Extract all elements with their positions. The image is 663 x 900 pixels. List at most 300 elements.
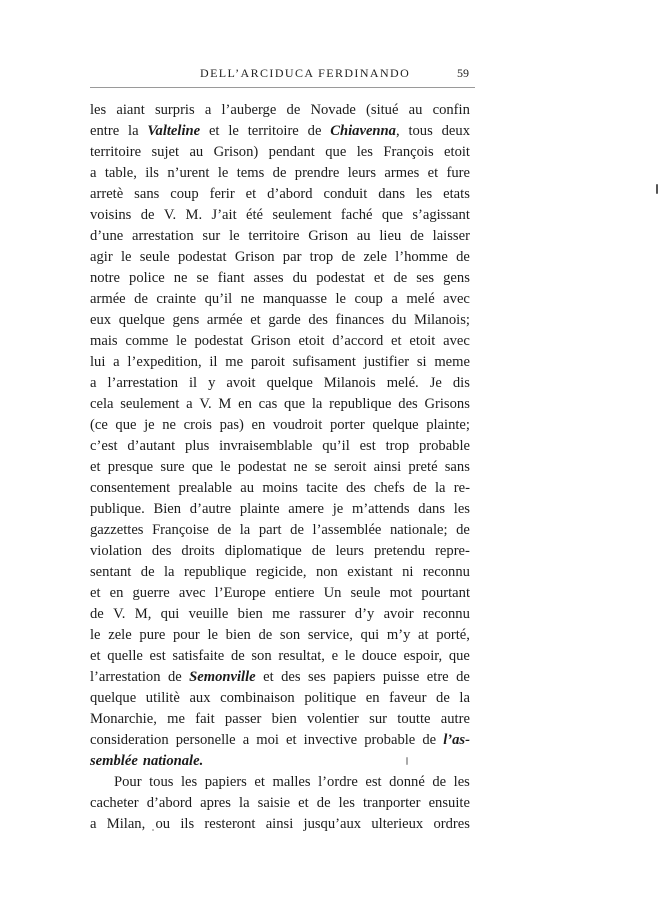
word: non <box>315 564 338 580</box>
word: l’arrestation <box>90 669 161 685</box>
word: republique <box>329 396 392 412</box>
word: au <box>240 480 255 496</box>
word: (ce <box>90 417 108 433</box>
word: la <box>239 522 251 538</box>
word: que <box>381 207 403 223</box>
word: quelque <box>372 417 419 433</box>
word: Grison <box>250 333 291 349</box>
word: Grison) <box>213 144 259 160</box>
word: d’abord <box>267 186 313 202</box>
word: Milan, <box>106 816 146 832</box>
word: saisie <box>257 795 291 811</box>
word: etoit <box>298 333 325 349</box>
word: me <box>167 711 185 727</box>
word: tranporter <box>362 795 421 811</box>
word: s’agissant <box>412 207 470 223</box>
word: V. <box>113 606 126 622</box>
word: invective <box>303 732 358 748</box>
word: le <box>220 459 231 475</box>
word: finances <box>335 312 385 328</box>
word: melé. <box>386 375 419 391</box>
word: podestat <box>194 333 244 349</box>
word: douce <box>361 648 397 664</box>
word: politique <box>304 690 357 706</box>
word: consideration <box>90 732 169 748</box>
word: ferir <box>209 186 235 202</box>
word: resteront <box>204 816 256 832</box>
word: (situé <box>366 102 399 118</box>
word: avec <box>443 291 470 307</box>
word: ils <box>145 165 159 181</box>
word: coup <box>354 291 383 307</box>
word: le <box>228 123 239 139</box>
word: agir <box>90 249 113 265</box>
word: au <box>189 144 204 160</box>
word: e <box>331 648 339 664</box>
word: au <box>408 102 423 118</box>
word: et <box>245 186 257 202</box>
word: en <box>109 585 124 601</box>
word: utilitè <box>145 690 180 706</box>
word: de <box>217 522 232 538</box>
word: le <box>335 291 346 307</box>
word: asses <box>253 270 284 286</box>
word: toutte <box>397 711 431 727</box>
word: ainsi <box>265 816 294 832</box>
word: en <box>238 396 252 412</box>
word: le <box>176 333 187 349</box>
text-line <box>90 499 470 520</box>
word: de <box>341 249 356 265</box>
word: de <box>311 543 326 559</box>
word: Pour <box>114 774 142 790</box>
word: nationale; <box>389 522 448 538</box>
word: part <box>258 522 282 538</box>
word: seule <box>350 585 381 601</box>
text-line <box>90 793 470 814</box>
text-line <box>90 352 470 373</box>
word: pretendu <box>373 543 426 559</box>
word: meme <box>434 354 470 370</box>
word: Grison <box>308 228 348 244</box>
word: mais <box>90 333 118 349</box>
word: ses <box>416 270 435 286</box>
word: service, <box>307 627 353 643</box>
word: garde <box>268 312 301 328</box>
word: le <box>120 249 132 265</box>
word: d’une <box>90 228 124 244</box>
text-line <box>90 226 470 247</box>
word: été <box>246 207 264 223</box>
word: des <box>151 543 172 559</box>
word: voudroit <box>272 417 323 433</box>
word: du <box>292 270 308 286</box>
word: arretè <box>90 186 124 202</box>
word: existant <box>347 564 393 580</box>
word: rassurer <box>299 606 346 622</box>
word: pendant <box>268 144 315 160</box>
word: territoire <box>247 123 299 139</box>
word: de <box>456 522 470 538</box>
word: passer <box>224 711 262 727</box>
word: ordres <box>433 816 470 832</box>
word: satisfaite <box>172 648 225 664</box>
word: sur <box>369 711 388 727</box>
word: ainsi <box>373 459 402 475</box>
text-line <box>90 667 470 688</box>
word: tems <box>236 165 265 181</box>
word: m’attends <box>351 501 410 517</box>
text-line <box>90 310 470 331</box>
word: seroit <box>333 459 367 475</box>
word: de <box>422 732 437 748</box>
word: quelque <box>266 375 313 391</box>
word: le <box>229 228 240 244</box>
text-line <box>90 373 470 394</box>
text-line <box>90 604 470 625</box>
word: des <box>398 396 418 412</box>
text-line <box>90 646 470 667</box>
word: cela <box>90 396 114 412</box>
word: nationale. <box>142 753 204 769</box>
word: que <box>284 396 306 412</box>
word: de <box>393 270 408 286</box>
word: les <box>90 102 107 118</box>
word: gazzettes <box>90 522 144 538</box>
word: de <box>140 564 155 580</box>
text-line <box>90 751 470 772</box>
word: le <box>344 648 356 664</box>
word: trop <box>309 249 334 265</box>
word: l’homme <box>395 249 448 265</box>
text-line <box>90 142 470 163</box>
word: les <box>180 774 198 790</box>
word: reconnu <box>422 564 470 580</box>
word: se <box>196 270 209 286</box>
word: porter <box>329 417 365 433</box>
word: crainte <box>156 291 197 307</box>
word: et <box>263 669 274 685</box>
text-line <box>90 730 470 751</box>
word: de <box>307 123 322 139</box>
word: et <box>90 459 101 475</box>
word: Milanois; <box>413 312 470 328</box>
word: espoir, <box>403 648 443 664</box>
word: entiere <box>274 585 315 601</box>
margin-mark <box>152 829 154 831</box>
text-line <box>90 562 470 583</box>
word: armée <box>90 291 126 307</box>
text-line <box>90 457 470 478</box>
word: de <box>410 228 424 244</box>
text-line <box>90 625 470 646</box>
word: et <box>373 270 385 286</box>
word: de <box>272 165 287 181</box>
word: et <box>298 795 309 811</box>
word: J’ait <box>211 207 237 223</box>
word: des <box>308 312 328 328</box>
word: de <box>456 249 470 265</box>
word: cas <box>258 396 278 412</box>
word: deux <box>441 123 470 139</box>
word: la <box>311 396 323 412</box>
text-line <box>90 100 470 121</box>
word: etre <box>426 669 449 685</box>
word: que <box>448 648 470 664</box>
word: d’autre <box>189 501 232 517</box>
word: l’expedition, <box>127 354 202 370</box>
word: se <box>314 459 327 475</box>
word: tacite <box>306 480 338 496</box>
word: qu’il <box>322 438 350 454</box>
text-line <box>90 478 470 499</box>
word: volentier <box>307 711 359 727</box>
text-line <box>90 163 470 184</box>
word: il <box>209 354 218 370</box>
word: Grisons <box>424 396 470 412</box>
word: sujet <box>151 144 180 160</box>
word: eux <box>90 312 112 328</box>
word: V. <box>199 396 212 412</box>
word: de <box>412 480 427 496</box>
word: police <box>129 270 165 286</box>
word: la <box>239 795 250 811</box>
word: melé <box>406 291 435 307</box>
word: la <box>459 690 470 706</box>
word: jusqu’aux <box>303 816 362 832</box>
text-line <box>90 268 470 289</box>
word: l’auberge <box>221 102 277 118</box>
word: table, <box>104 165 137 181</box>
word: seulement <box>120 396 180 412</box>
word: de <box>290 522 304 538</box>
word: et <box>286 732 297 748</box>
word: au <box>356 228 371 244</box>
word: me <box>272 606 290 622</box>
word: fait <box>195 711 215 727</box>
word: ne <box>173 270 188 286</box>
word: que <box>325 144 347 160</box>
word: republique <box>183 564 247 580</box>
word: etoit <box>444 144 470 160</box>
word: arrestation <box>132 228 194 244</box>
word: regicide, <box>255 564 307 580</box>
word: dis <box>452 375 470 391</box>
word: plus <box>185 438 210 454</box>
word: puisse <box>382 669 420 685</box>
word: confin <box>432 102 470 118</box>
word: d’abord <box>146 795 193 811</box>
word: territoire <box>248 228 300 244</box>
word: le <box>90 627 101 643</box>
word: amere <box>288 501 324 517</box>
word: Milanois <box>323 375 376 391</box>
margin-mark <box>656 184 658 194</box>
word: m’y <box>386 627 411 643</box>
word: plainte; <box>426 417 470 433</box>
word: Grison <box>234 249 275 265</box>
word: sans <box>134 186 160 202</box>
word: etoit <box>409 333 436 349</box>
word: malles <box>272 774 311 790</box>
word: invraisemblable <box>219 438 313 454</box>
word: a <box>242 732 250 748</box>
page-header <box>90 66 475 84</box>
word: publique. <box>90 501 145 517</box>
word: quelle <box>107 648 143 664</box>
word: sentant <box>90 564 132 580</box>
word: dans <box>378 186 406 202</box>
word: etats <box>443 186 470 202</box>
word: des <box>281 669 301 685</box>
text-line <box>90 520 470 541</box>
word: lieu <box>379 228 402 244</box>
word: podestat <box>237 459 287 475</box>
word: Bien <box>153 501 182 517</box>
word: podestat <box>316 270 365 286</box>
word: et <box>427 165 439 181</box>
text-line <box>90 709 470 730</box>
word: sufisament <box>292 354 356 370</box>
word: que <box>115 417 137 433</box>
word: n’urent <box>167 165 210 181</box>
text-line <box>90 184 470 205</box>
word: apres <box>200 795 231 811</box>
word: qu’il <box>204 291 233 307</box>
word: les <box>453 774 470 790</box>
word: seule <box>139 249 170 265</box>
word: les <box>415 186 433 202</box>
page-number: 59 <box>457 66 469 80</box>
word: justifier <box>363 354 410 370</box>
word: cacheter <box>90 795 139 811</box>
text-line <box>90 772 470 793</box>
word: a <box>204 102 212 118</box>
word: et <box>90 585 101 601</box>
word: moi <box>256 732 279 748</box>
word: violation <box>90 543 142 559</box>
word: Chiavenna, <box>330 123 400 139</box>
word: avoir <box>383 606 414 622</box>
text-line <box>90 688 470 709</box>
word: Monarchie, <box>90 711 157 727</box>
text-line <box>90 541 470 562</box>
word: Semonville <box>189 669 256 685</box>
word: la <box>164 564 175 580</box>
word: le <box>207 627 218 643</box>
word: trop <box>385 438 410 454</box>
word: zele <box>108 627 132 643</box>
word: quelque <box>118 312 165 328</box>
word: preté <box>408 459 438 475</box>
word: papiers <box>204 774 247 790</box>
word: sure <box>160 459 185 475</box>
word: podestat <box>177 249 227 265</box>
header-rule <box>90 87 475 88</box>
word: Françoise <box>152 522 209 538</box>
word: presque <box>107 459 154 475</box>
word: en <box>251 417 266 433</box>
word: de <box>436 690 450 706</box>
word: sur <box>202 228 221 244</box>
word: armée <box>206 312 243 328</box>
word: gens <box>172 312 200 328</box>
word: M, <box>134 606 152 622</box>
word: notre <box>90 270 120 286</box>
word: les <box>453 501 470 517</box>
word: V. <box>163 207 177 223</box>
word: François <box>383 144 434 160</box>
word: qui <box>160 606 180 622</box>
word: re- <box>453 480 470 496</box>
word: de <box>134 291 148 307</box>
word: d’autant <box>127 438 176 454</box>
word: consentement <box>90 480 171 496</box>
word: pour <box>173 627 200 643</box>
word: ensuite <box>428 795 470 811</box>
word: papiers <box>333 669 376 685</box>
word: fure <box>446 165 470 181</box>
word: de <box>230 648 245 664</box>
word: M. <box>185 207 203 223</box>
word: la <box>434 480 446 496</box>
word: son <box>279 627 301 643</box>
word: semblée <box>90 753 138 769</box>
word: a <box>90 165 97 181</box>
word: pourtant <box>421 585 470 601</box>
word: avec <box>178 585 206 601</box>
word: armes <box>384 165 420 181</box>
word: conduit <box>323 186 368 202</box>
word: combinaison <box>220 690 295 706</box>
word: avoit <box>226 375 256 391</box>
word: l’arrestation <box>107 375 178 391</box>
word: la <box>128 123 139 139</box>
text-line <box>90 394 470 415</box>
word: et <box>391 333 402 349</box>
word: est <box>149 648 166 664</box>
word: de <box>140 207 155 223</box>
word: de <box>432 774 447 790</box>
word: me <box>225 354 244 370</box>
text-line <box>90 205 470 226</box>
word: surpris <box>154 102 195 118</box>
word: ils <box>180 816 195 832</box>
word: de <box>316 795 331 811</box>
word: manquasse <box>262 291 327 307</box>
word: autre <box>440 711 470 727</box>
word: ne <box>162 417 177 433</box>
word: diplomatique <box>224 543 302 559</box>
word: que <box>191 459 213 475</box>
word: qui <box>360 627 380 643</box>
word: avec <box>443 333 470 349</box>
word: guerre <box>132 585 170 601</box>
word: est <box>365 774 382 790</box>
word: en <box>365 690 380 706</box>
word: quelque <box>90 690 137 706</box>
word: de <box>456 669 470 685</box>
word: sans <box>444 459 470 475</box>
word: probable <box>418 438 470 454</box>
word: les <box>338 795 355 811</box>
text-line <box>90 289 470 310</box>
word: Novade <box>310 102 356 118</box>
word: porté, <box>436 627 470 643</box>
word: de <box>258 627 273 643</box>
word: leurs <box>347 165 377 181</box>
word: a <box>391 291 398 307</box>
